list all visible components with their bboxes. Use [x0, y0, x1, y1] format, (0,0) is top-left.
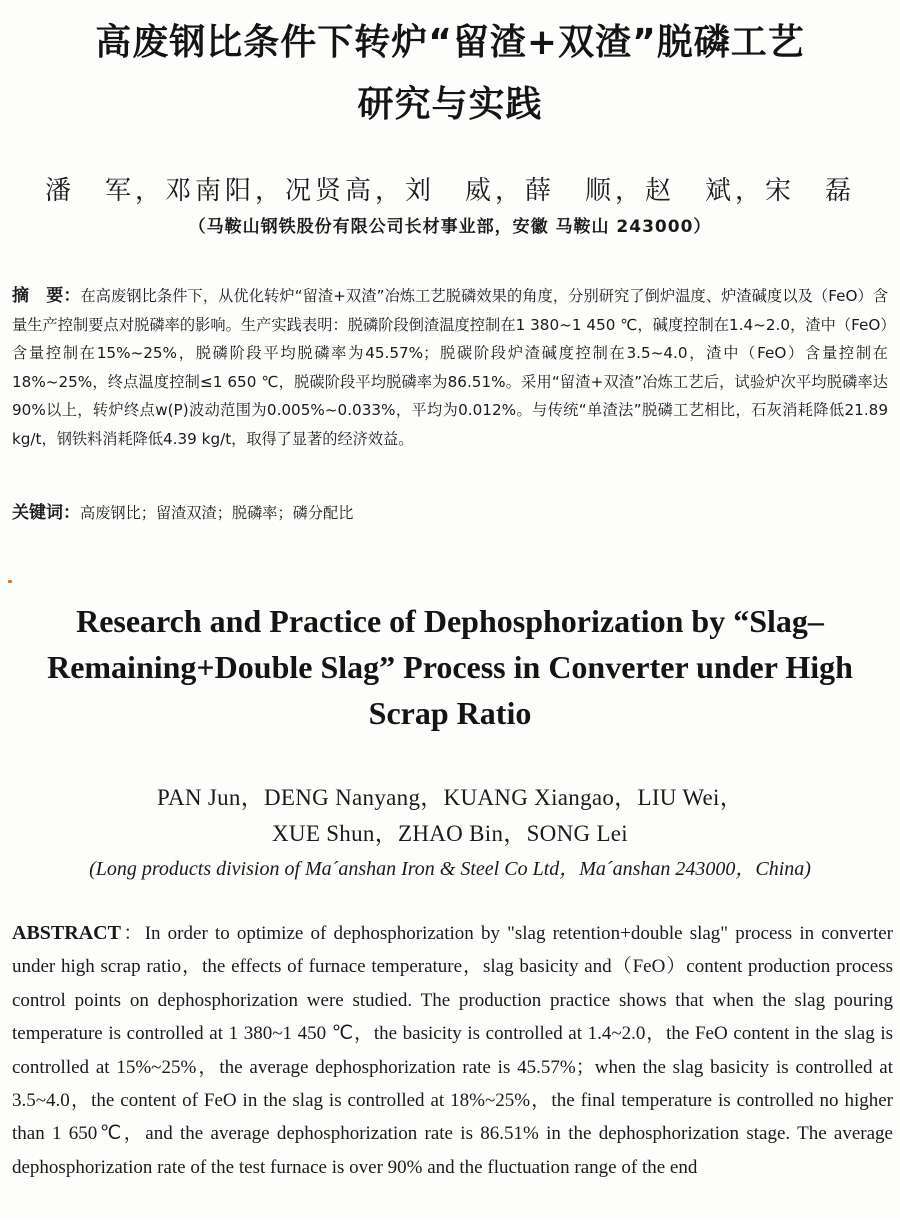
chinese-keywords [12, 498, 888, 523]
chinese-affiliation: （马鞍山钢铁股份有限公司长材事业部，安徽 马鞍山 243000） [188, 217, 712, 237]
chinese-title-line-2: 研究与实践 [357, 84, 543, 125]
scan-mark [8, 580, 12, 583]
english-authors-line-1: PAN Jun，DENG Nanyang，KUANG Xiangao，LIU Wei， [157, 785, 743, 810]
chinese-keywords-text: 高废钢比；留渣双渣；脱磷率；磷分配比 [80, 504, 354, 522]
chinese-abstract [12, 282, 888, 454]
chinese-abstract-label: 摘 要： [12, 286, 81, 306]
chinese-keywords-label: 关键词： [12, 503, 80, 523]
english-affiliation: (Long products division of Ma´anshan Iron & Steel Co Ltd，Ma´anshan 243000，China) [89, 858, 811, 880]
english-authors-line-2: XUE Shun，ZHAO Bin，SONG Lei [272, 821, 628, 846]
chinese-authors: 潘 军，邓南阳，况贤高，刘 威，薛 顺，赵 斌，宋 磊 [44, 176, 855, 206]
english-abstract-label: ABSTRACT [12, 922, 121, 944]
english-abstract [12, 917, 893, 1184]
english-authors [0, 780, 900, 852]
english-abstract-text: ：In order to optimize of dephosphorization by "slag retention+double slag" process in converter under high scrap ratio，the effects of furnace temperature，slag basicity and（FeO）content production process control points on dephosphorization were studied. The production practice shows that when the slag pouring temperature is controlled at 1 380~1 450 ℃，the basicity is controlled at 1.4~2.0，the FeO content in the slag is controlled at 15%~25%，the average dephosphorization rate is 45.57%；when the slag basicity is controlled at 3.5~4.0，the content of FeO in the slag is controlled at 18%~25%，the final temperature is controlled no higher than 1 650℃，and the average dephosphorization rate is 86.51% in the dephosphorization stage. The average dephosphorization rate of the test furnace is over 90% and the fluctuation range of the end [12, 923, 893, 1178]
chinese-abstract-text: 在高废钢比条件下，从优化转炉“留渣+双渣”冶炼工艺脱磷效果的角度，分别研究了倒炉温度、炉渣碱度以及（FeO）含量生产控制要点对脱磷率的影响。生产实践表明：脱磷阶段倒渣温度控制在1 380~1 450 ℃，碱度控制在1.4~2.0，渣中（FeO）含量控制在15%~25%，脱磷阶段平均脱磷率为45.57%；脱碳阶段炉渣碱度控制在3.5~4.0，渣中（FeO）含量控制在18%~25%，终点温度控制≤1 650 ℃，脱碳阶段平均脱磷率为86.51%。采用“留渣+双渣”冶炼工艺后，试验炉次平均脱磷率达90%以上，转炉终点w(P)波动范围为0.005%~0.033%，平均为0.012%。与传统“单渣法”脱磷工艺相比，石灰消耗降低21.89 kg/t，钢铁料消耗降低4.39 kg/t，取得了显著的经济效益。 [12, 287, 889, 448]
page-bottom-edge [0, 1218, 900, 1225]
chinese-title-line-1: 高废钢比条件下转炉“留渣+双渣”脱磷工艺 [95, 22, 805, 63]
english-title: Research and Practice of Dephosphorization by “Slag–Remaining+Double Slag” Process in Converter under High Scrap Ratio [47, 603, 853, 731]
